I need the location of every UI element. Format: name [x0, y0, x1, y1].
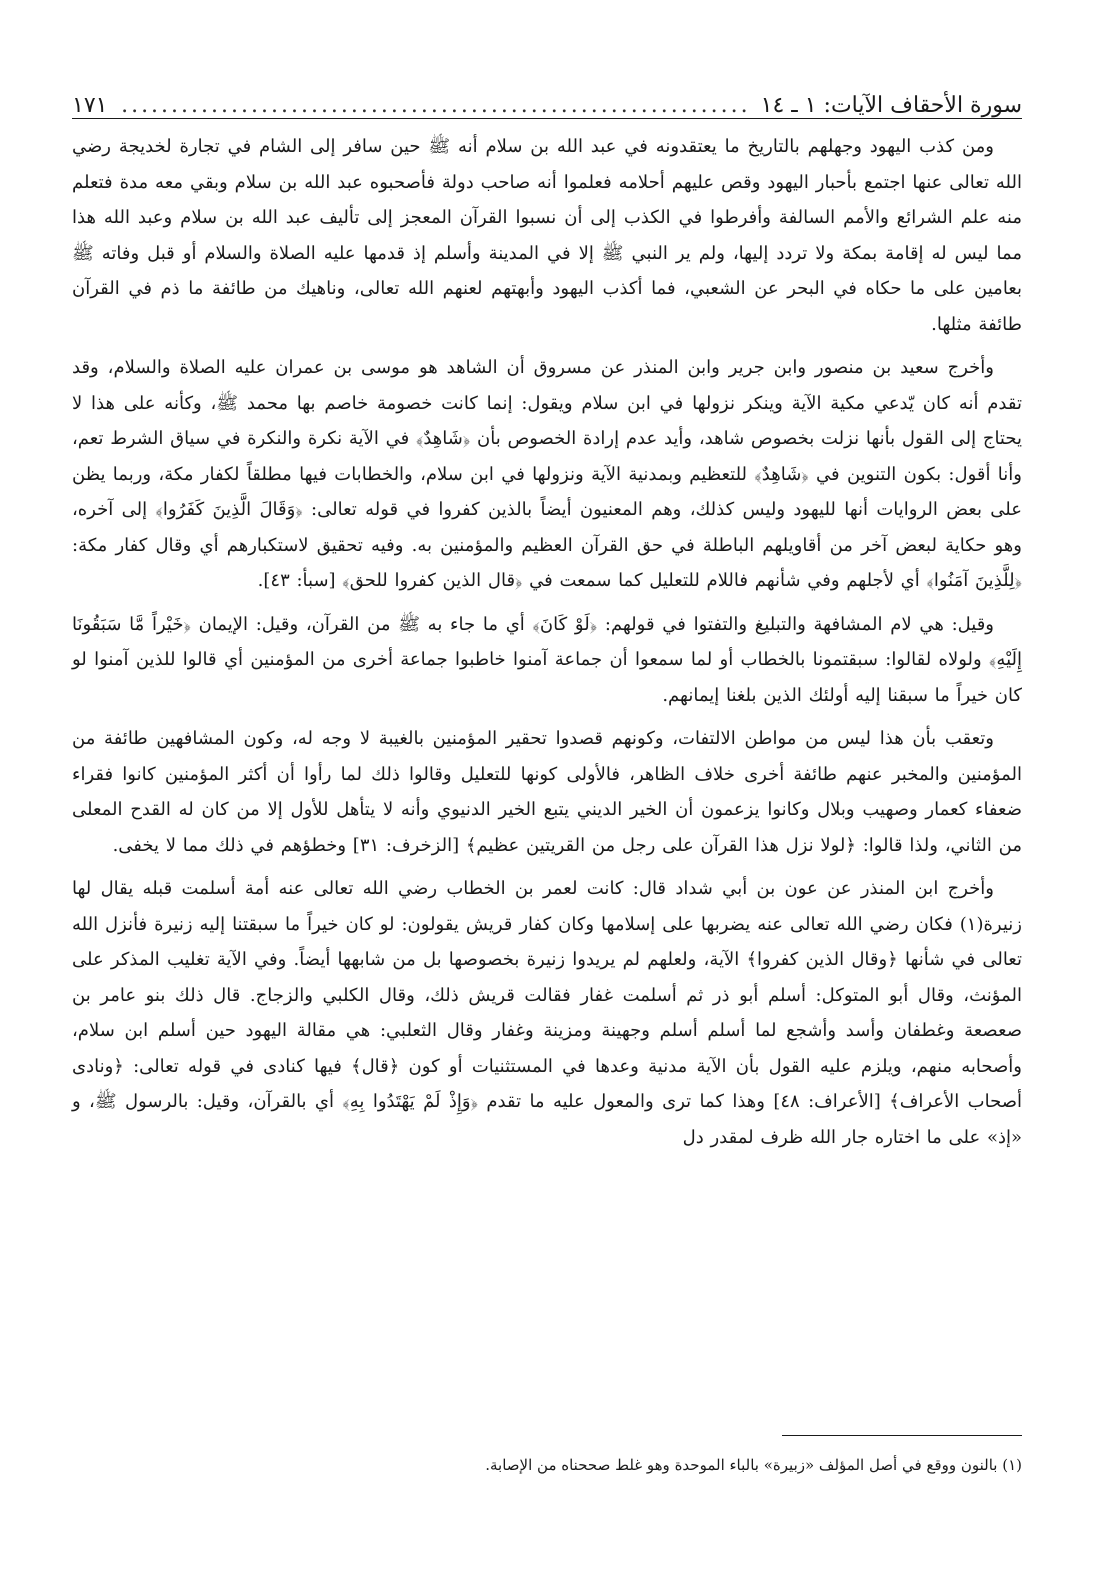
footnote-divider — [782, 1435, 1022, 1436]
paragraph-5: وأخرج ابن المنذر عن عون بن أبي شداد قال: كانت لعمر بن الخطاب رضي الله تعالى عنه أمة أسلمت قبله يقال لها زنيرة(١) فكان رضي الله تعالى عنه يضربها على إسلامها وكان كفار قريش يقولون: لو كان خيراً ما سبقتنا إليه زنيرة فأنزل الله تعالى في شأنها ﴿وقال الذين كفروا﴾ الآية، ولعلهم لم يريدوا زنيرة بخصوصها بل من شابهها أيضاً. وفي الآية تغليب المذكر على المؤنث، وقال أبو المتوكل: أسلم أبو ذر ثم أسلمت غفار فقالت قريش ذلك، وقال الكلبي والزجاج. قال ذلك بنو عامر بن صعصعة وغطفان وأسد وأشجع لما أسلم أسلم وجهينة ومزينة وغفار وقال الثعلبي: هي مقالة اليهود حين أسلم ابن سلام، وأصحابه منهم، ويلزم عليه القول بأن الآية مدنية وعدها في المستثنيات أو كون ﴿قال﴾ فيها كنادى في قوله تعالى: ﴿ونادى أصحاب الأعراف﴾ [الأعراف: ٤٨] وهذا كما ترى والمعول عليه ما تقدم ﴿وَإِذْ لَمْ يَهْتَدُوا بِهِ﴾ أي بالقرآن، وقيل: بالرسول ﷺ، و «إذ» على ما اختاره جار الله ظرف لمقدر دل — [72, 878, 1022, 1148]
paragraph-4: وتعقب بأن هذا ليس من مواطن الالتفات، وكونهم قصدوا تحقير المؤمنين بالغيبة لا وجه له، وكون المشافهين طائفة من المؤمنين والمخبر عنهم طائفة أخرى خلاف الظاهر، فالأولى كونها للتعليل وقالوا ذلك لما رأوا أن أكثر المؤمنين كانوا فقراء ضعفاء كعمار وصهيب وبلال وكانوا يزعمون أن الخير الديني يتبع الخير الدنيوي وأنه لا يتأهل للأول إلا من كان له القدح المعلى من الثاني، ولذا قالوا: ﴿لولا نزل هذا القرآن على رجل من القريتين عظيم﴾ [الزخرف: ٣١] وخطؤهم في ذلك مما لا يخفى. — [72, 728, 1022, 856]
book-page — [72, 80, 1022, 1520]
paragraph-2: وأخرج سعيد بن منصور وابن جرير وابن المنذر عن مسروق أن الشاهد هو موسى بن عمران عليه الصلاة والسلام، وقد تقدم أنه كان يّدعي مكية الآية وينكر نزولها في ابن سلام ويقول: إنما كانت خصومة خاصم بها محمد ﷺ، وكأنه على هذا لا يحتاج إلى القول بأنها نزلت بخصوص شاهد، وأيد عدم إرادة الخصوص بأن ﴿شَاهِدٌ﴾ في الآية نكرة والنكرة في سياق الشرط تعم، وأنا أقول: بكون التنوين في ﴿شَاهِدٌ﴾ للتعظيم وبمدنية الآية ونزولها في ابن سلام، والخطابات فيها مطلقاً لكفار مكة، وربما يظن على بعض الروايات أنها لليهود وليس كذلك، وهم المعنيون أيضاً بالذين كفروا في قوله تعالى: ﴿وَقَالَ الَّذِينَ كَفَرُوا﴾ إلى آخره، وهو حكاية لبعض آخر من أقاويلهم الباطلة في حق القرآن العظيم والمؤمنين به. وفيه تحقيق لاستكبارهم أي وقال كفار مكة: ﴿لِلَّذِينَ آمَنُوا﴾ أي لأجلهم وفي شأنهم فاللام للتعليل كما سمعت في ﴿قال الذين كفروا للحق﴾ [سبأ: ٤٣]. — [72, 357, 1022, 591]
footnote: (١) بالنون ووقع في أصل المؤلف «زبيرة» بالباء الموحدة وهو غلط صححناه من الإصابة. — [485, 1456, 1022, 1474]
page-header — [72, 80, 1022, 119]
surah-title: سورة الأحقاف الآيات: ١ ـ ١٤ — [760, 93, 1022, 118]
page-body — [72, 129, 1022, 1155]
paragraph-3: وقيل: هي لام المشافهة والتبليغ والتفتوا في قولهم: ﴿لَوْ كَانَ﴾ أي ما جاء به ﷺ من القرآن، وقيل: الإيمان ﴿خَيْراً مَّا سَبَقُونَا إِلَيْهِ﴾ ولولاه لقالوا: سبقتمونا بالخطاب أو لما سمعوا أن جماعة آمنوا خاطبوا جماعة أخرى من المؤمنين أي قالوا للذين آمنوا لو كان خيراً ما سبقنا إليه أولئك الذين بلغنا إيمانهم. — [72, 613, 1022, 706]
paragraph-1: ومن كذب اليهود وجهلهم بالتاريخ ما يعتقدونه في عبد الله بن سلام أنه ﷺ حين سافر إلى الشام في تجارة لخديجة رضي الله تعالى عنها اجتمع بأحبار اليهود وقص عليهم أحلامه فعلموا أنه صاحب دولة فأصحبوه عبد الله بن سلام وبقي معه مدة فتعلم منه علم الشرائع والأمم السالفة وأفرطوا في الكذب إلى أن نسبوا القرآن المعجز إلى تأليف عبد الله بن سلام وعبد الله هذا مما ليس له إقامة بمكة ولا تردد إليها، ولم ير النبي ﷺ إلا في المدينة وأسلم إذ قدمها عليه الصلاة والسلام أو قبل وفاته ﷺ بعامين على ما حكاه في البحر عن الشعبي، فما أكذب اليهود وأبهتهم لعنهم الله تعالى، وناهيك من طائفة ما ذم في القرآن طائفة مثلها. — [72, 136, 1022, 335]
page-number: ١٧١ — [72, 93, 108, 118]
header-leader-dots: ............................................................... — [121, 93, 751, 118]
